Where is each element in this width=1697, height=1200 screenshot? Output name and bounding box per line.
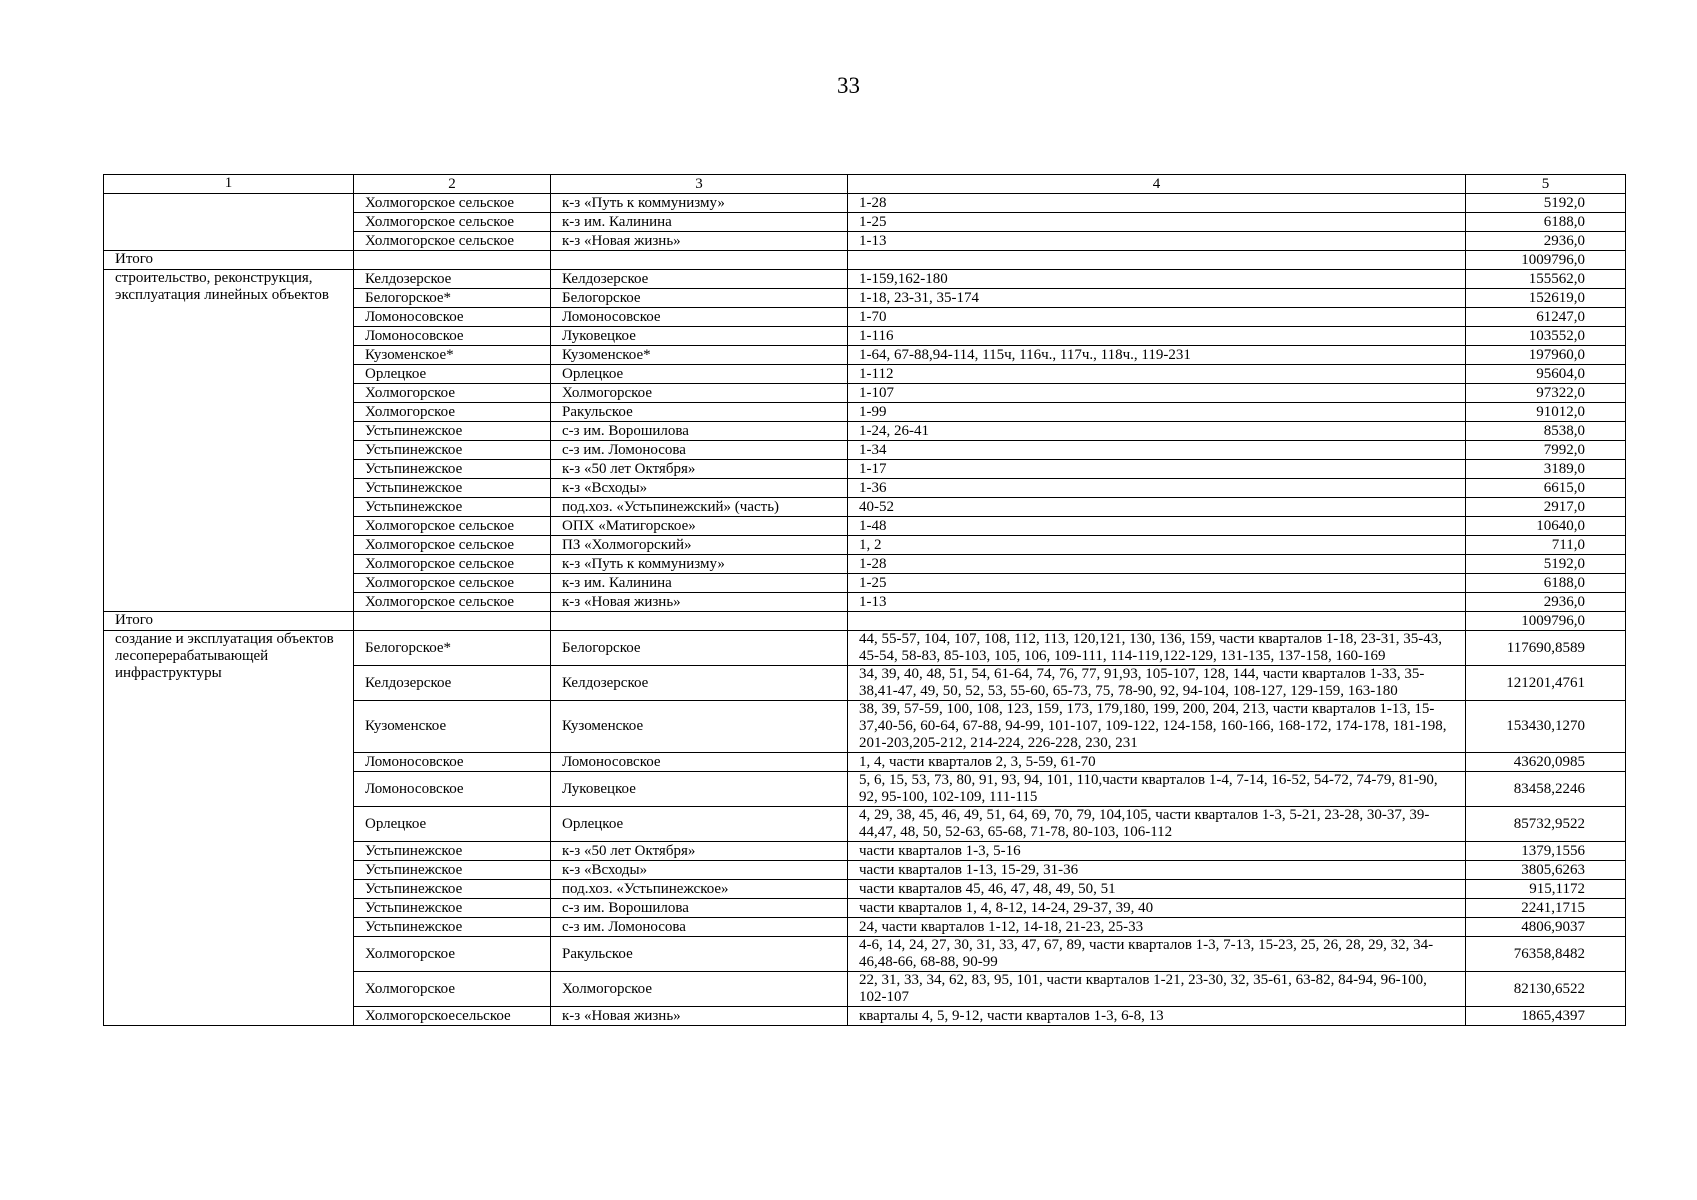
table-cell-col5: 711,0 bbox=[1466, 536, 1626, 555]
table-cell-col2: Холмогорское bbox=[354, 972, 551, 1007]
table-cell-col5: 103552,0 bbox=[1466, 327, 1626, 346]
table-cell-col5: 3805,6263 bbox=[1466, 861, 1626, 880]
table-cell-col4: части кварталов 1-13, 15-29, 31-36 bbox=[848, 861, 1466, 880]
table-cell-col4: 1-34 bbox=[848, 441, 1466, 460]
table-cell-col2: Холмогорское сельское bbox=[354, 555, 551, 574]
table-cell-col3: Кузоменское bbox=[551, 701, 848, 753]
table-cell-col4 bbox=[848, 612, 1466, 631]
table-cell-col4: 1-25 bbox=[848, 213, 1466, 232]
table-cell-col3: с-з им. Ломоносова bbox=[551, 918, 848, 937]
table-cell-col3: к-з «Путь к коммунизму» bbox=[551, 555, 848, 574]
table-cell-col2: Устьпинежское bbox=[354, 422, 551, 441]
table-cell-col4: 1-17 bbox=[848, 460, 1466, 479]
table-cell-col5: 97322,0 bbox=[1466, 384, 1626, 403]
table-cell-col3: с-з им. Ворошилова bbox=[551, 899, 848, 918]
table-cell-col4: 4, 29, 38, 45, 46, 49, 51, 64, 69, 70, 79, 104,105, части кварталов 1-3, 5-21, 23-28, 30-37, 39-44,47, 48, 50, 52-63, 65-68, 71-78, 80-103, 106-112 bbox=[848, 807, 1466, 842]
table-cell-col3: к-з «50 лет Октября» bbox=[551, 842, 848, 861]
table-cell-col4: 1-64, 67-88,94-114, 115ч, 116ч., 117ч., 118ч., 119-231 bbox=[848, 346, 1466, 365]
table-cell-col4: 1-99 bbox=[848, 403, 1466, 422]
table-cell-col4: части кварталов 45, 46, 47, 48, 49, 50, 51 bbox=[848, 880, 1466, 899]
table-cell-col5: 2936,0 bbox=[1466, 232, 1626, 251]
table-cell-col1: Итого bbox=[104, 612, 354, 631]
table-cell-col4: 1-112 bbox=[848, 365, 1466, 384]
table-cell-col2: Устьпинежское bbox=[354, 899, 551, 918]
table-cell-col4: кварталы 4, 5, 9-12, части кварталов 1-3, 6-8, 13 bbox=[848, 1007, 1466, 1026]
table-cell-col3: под.хоз. «Устьпинежское» bbox=[551, 880, 848, 899]
table-cell-col2 bbox=[354, 251, 551, 270]
table-cell-col3: Луковецкое bbox=[551, 772, 848, 807]
table-cell-col3: ПЗ «Холмогорский» bbox=[551, 536, 848, 555]
column-header: 5 bbox=[1466, 175, 1626, 194]
table-cell-col2: Ломоносовское bbox=[354, 327, 551, 346]
table-cell-col5: 6615,0 bbox=[1466, 479, 1626, 498]
table-cell-col5: 83458,2246 bbox=[1466, 772, 1626, 807]
table-cell-col3: под.хоз. «Устьпинежский» (часть) bbox=[551, 498, 848, 517]
table-cell-col3: Ракульское bbox=[551, 403, 848, 422]
table-cell-col2: Ломоносовское bbox=[354, 308, 551, 327]
table-row bbox=[104, 251, 1626, 270]
table-cell-col3: Орлецкое bbox=[551, 807, 848, 842]
table-cell-col5: 6188,0 bbox=[1466, 213, 1626, 232]
table-cell-col3: с-з им. Ломоносова bbox=[551, 441, 848, 460]
table-cell-col3: ОПХ «Матигорское» bbox=[551, 517, 848, 536]
table-cell-col3: Орлецкое bbox=[551, 365, 848, 384]
table-cell-col2: Устьпинежское bbox=[354, 861, 551, 880]
table-cell-col2: Белогорское* bbox=[354, 631, 551, 666]
table-cell-col2: Холмогорское bbox=[354, 937, 551, 972]
table-cell-col4: 1-107 bbox=[848, 384, 1466, 403]
table-cell-col4: части кварталов 1, 4, 8-12, 14-24, 29-37, 39, 40 bbox=[848, 899, 1466, 918]
table-cell-col4: 1-70 bbox=[848, 308, 1466, 327]
table-cell-col5: 915,1172 bbox=[1466, 880, 1626, 899]
table-cell-col5: 2241,1715 bbox=[1466, 899, 1626, 918]
table-cell-col2: Устьпинежское bbox=[354, 880, 551, 899]
table-cell-col5: 5192,0 bbox=[1466, 555, 1626, 574]
table-cell-col4: 1-25 bbox=[848, 574, 1466, 593]
column-header: 1 bbox=[104, 175, 354, 194]
table-cell-col3: Келдозерское bbox=[551, 270, 848, 289]
table-cell-col2: Ломоносовское bbox=[354, 753, 551, 772]
table-cell-col1: Итого bbox=[104, 251, 354, 270]
table-cell-col5: 117690,8589 bbox=[1466, 631, 1626, 666]
table-cell-col3: к-з им. Калинина bbox=[551, 574, 848, 593]
table-cell-col2: Холмогорское сельское bbox=[354, 194, 551, 213]
table-cell-col5: 6188,0 bbox=[1466, 574, 1626, 593]
table-cell-col4: 1, 4, части кварталов 2, 3, 5-59, 61-70 bbox=[848, 753, 1466, 772]
table-cell-col3: Луковецкое bbox=[551, 327, 848, 346]
table-row bbox=[104, 631, 1626, 666]
table-cell-col3: к-з «Всходы» bbox=[551, 861, 848, 880]
table-cell-col4: 34, 39, 40, 48, 51, 54, 61-64, 74, 76, 77, 91,93, 105-107, 128, 144, части кварталов 1-33, 35-38,41-47, 49, 50, 52, 53, 55-60, 65-73, 75, 78-90, 92, 94-104, 108-127, 129-159, 163-180 bbox=[848, 666, 1466, 701]
table-cell-col4: 38, 39, 57-59, 100, 108, 123, 159, 173, 179,180, 199, 200, 204, 213, части кварталов 1-13, 15-37,40-56, 60-64, 67-88, 94-99, 101-107, 109-122, 124-158, 160-166, 168-172, 174-178, 181-198, 201-203,205-212, 214-224, 226-228, 230, 231 bbox=[848, 701, 1466, 753]
table-cell-col3: к-з им. Калинина bbox=[551, 213, 848, 232]
table-cell-col2: Холмогорское сельское bbox=[354, 213, 551, 232]
table-cell-col2: Устьпинежское bbox=[354, 842, 551, 861]
table-cell-col2: Кузоменское* bbox=[354, 346, 551, 365]
table-row bbox=[104, 612, 1626, 631]
table-cell-col4: 5, 6, 15, 53, 73, 80, 91, 93, 94, 101, 110,части кварталов 1-4, 7-14, 16-52, 54-72, 74-79, 81-90, 92, 95-100, 102-109, 111-115 bbox=[848, 772, 1466, 807]
table-row bbox=[104, 194, 1626, 213]
table-cell-col1: создание и эксплуатация объектов лесоперерабатывающей инфраструктуры bbox=[104, 631, 354, 1026]
table-cell-col5: 2936,0 bbox=[1466, 593, 1626, 612]
table-cell-col3 bbox=[551, 251, 848, 270]
table-cell-col5: 1009796,0 bbox=[1466, 251, 1626, 270]
table-cell-col3: Келдозерское bbox=[551, 666, 848, 701]
table-cell-col5: 121201,4761 bbox=[1466, 666, 1626, 701]
table-cell-col5: 85732,9522 bbox=[1466, 807, 1626, 842]
table-cell-col3: Холмогорское bbox=[551, 972, 848, 1007]
table-cell-col2: Холмогорское сельское bbox=[354, 517, 551, 536]
table-cell-col3: Ракульское bbox=[551, 937, 848, 972]
table-cell-col2: Орлецкое bbox=[354, 365, 551, 384]
table-cell-col2: Холмогорскоесельское bbox=[354, 1007, 551, 1026]
table-cell-col3: к-з «Новая жизнь» bbox=[551, 1007, 848, 1026]
table-cell-col2: Устьпинежское bbox=[354, 498, 551, 517]
data-table bbox=[103, 174, 1626, 1026]
table-cell-col2: Устьпинежское bbox=[354, 479, 551, 498]
table-cell-col3: Белогорское bbox=[551, 289, 848, 308]
table-cell-col3: Ломоносовское bbox=[551, 308, 848, 327]
table-cell-col3: Белогорское bbox=[551, 631, 848, 666]
table-cell-col2: Холмогорское сельское bbox=[354, 593, 551, 612]
table-cell-col4: 1-13 bbox=[848, 232, 1466, 251]
table-cell-col1: строительство, реконструкция, эксплуатация линейных объектов bbox=[104, 270, 354, 612]
table-cell-col4: 4-6, 14, 24, 27, 30, 31, 33, 47, 67, 89, части кварталов 1-3, 7-13, 15-23, 25, 26, 28, 29, 32, 34-46,48-66, 68-88, 90-99 bbox=[848, 937, 1466, 972]
table-cell-col2: Холмогорское сельское bbox=[354, 232, 551, 251]
table-cell-col5: 82130,6522 bbox=[1466, 972, 1626, 1007]
table-cell-col2: Ломоносовское bbox=[354, 772, 551, 807]
table-cell-col5: 43620,0985 bbox=[1466, 753, 1626, 772]
column-header: 4 bbox=[848, 175, 1466, 194]
table-cell-col5: 76358,8482 bbox=[1466, 937, 1626, 972]
table-cell-col4: 1-36 bbox=[848, 479, 1466, 498]
table-cell-col2: Кузоменское bbox=[354, 701, 551, 753]
table-cell-col2: Келдозерское bbox=[354, 270, 551, 289]
table-cell-col2: Холмогорское bbox=[354, 384, 551, 403]
table-cell-col5: 7992,0 bbox=[1466, 441, 1626, 460]
table-cell-col3: Ломоносовское bbox=[551, 753, 848, 772]
table-cell-col5: 1379,1556 bbox=[1466, 842, 1626, 861]
table-cell-col4: 44, 55-57, 104, 107, 108, 112, 113, 120,121, 130, 136, 159, части кварталов 1-18, 23-31, 35-43, 45-54, 58-83, 85-103, 105, 106, 109-111, 114-119,122-129, 131-135, 137-158, 160-169 bbox=[848, 631, 1466, 666]
table-cell-col5: 95604,0 bbox=[1466, 365, 1626, 384]
table-cell-col1 bbox=[104, 194, 354, 251]
table-cell-col4: 1-24, 26-41 bbox=[848, 422, 1466, 441]
table-cell-col5: 10640,0 bbox=[1466, 517, 1626, 536]
page-number: 33 bbox=[837, 73, 860, 98]
table-cell-col3: к-з «Новая жизнь» bbox=[551, 593, 848, 612]
table-cell-col4: 1-48 bbox=[848, 517, 1466, 536]
table-cell-col2 bbox=[354, 612, 551, 631]
table-cell-col2: Орлецкое bbox=[354, 807, 551, 842]
table-cell-col3: к-з «50 лет Октября» bbox=[551, 460, 848, 479]
table-cell-col5: 152619,0 bbox=[1466, 289, 1626, 308]
table-cell-col5: 8538,0 bbox=[1466, 422, 1626, 441]
table-cell-col5: 153430,1270 bbox=[1466, 701, 1626, 753]
table-cell-col3: Кузоменское* bbox=[551, 346, 848, 365]
table-cell-col5: 2917,0 bbox=[1466, 498, 1626, 517]
table-cell-col3: с-з им. Ворошилова bbox=[551, 422, 848, 441]
column-header: 2 bbox=[354, 175, 551, 194]
table-cell-col2: Белогорское* bbox=[354, 289, 551, 308]
table-cell-col4: 1-159,162-180 bbox=[848, 270, 1466, 289]
table-cell-col2: Келдозерское bbox=[354, 666, 551, 701]
table-cell-col3: Холмогорское bbox=[551, 384, 848, 403]
table-cell-col2: Устьпинежское bbox=[354, 460, 551, 479]
table-row bbox=[104, 270, 1626, 289]
table-cell-col4: 1-28 bbox=[848, 194, 1466, 213]
table-cell-col4: 1, 2 bbox=[848, 536, 1466, 555]
table-cell-col4: 1-116 bbox=[848, 327, 1466, 346]
table-cell-col5: 197960,0 bbox=[1466, 346, 1626, 365]
table-cell-col4: части кварталов 1-3, 5-16 bbox=[848, 842, 1466, 861]
table-cell-col2: Холмогорское сельское bbox=[354, 536, 551, 555]
table-cell-col3: к-з «Всходы» bbox=[551, 479, 848, 498]
table-cell-col4 bbox=[848, 251, 1466, 270]
table-cell-col5: 1865,4397 bbox=[1466, 1007, 1626, 1026]
table-cell-col3: к-з «Путь к коммунизму» bbox=[551, 194, 848, 213]
column-header: 3 bbox=[551, 175, 848, 194]
table-cell-col5: 61247,0 bbox=[1466, 308, 1626, 327]
table-cell-col5: 155562,0 bbox=[1466, 270, 1626, 289]
table-cell-col5: 1009796,0 bbox=[1466, 612, 1626, 631]
table-cell-col5: 4806,9037 bbox=[1466, 918, 1626, 937]
table-cell-col4: 1-18, 23-31, 35-174 bbox=[848, 289, 1466, 308]
table-cell-col4: 22, 31, 33, 34, 62, 83, 95, 101, части кварталов 1-21, 23-30, 32, 35-61, 63-82, 84-94, 96-100, 102-107 bbox=[848, 972, 1466, 1007]
table-cell-col2: Устьпинежское bbox=[354, 441, 551, 460]
table-cell-col4: 24, части кварталов 1-12, 14-18, 21-23, 25-33 bbox=[848, 918, 1466, 937]
table-cell-col3 bbox=[551, 612, 848, 631]
table-header-row bbox=[104, 175, 1626, 194]
table-cell-col4: 1-13 bbox=[848, 593, 1466, 612]
table-cell-col5: 91012,0 bbox=[1466, 403, 1626, 422]
table-cell-col2: Устьпинежское bbox=[354, 918, 551, 937]
table-cell-col5: 3189,0 bbox=[1466, 460, 1626, 479]
table-cell-col2: Холмогорское сельское bbox=[354, 574, 551, 593]
table-cell-col4: 40-52 bbox=[848, 498, 1466, 517]
table-cell-col4: 1-28 bbox=[848, 555, 1466, 574]
table-body bbox=[104, 194, 1626, 1026]
table-cell-col5: 5192,0 bbox=[1466, 194, 1626, 213]
table-cell-col2: Холмогорское bbox=[354, 403, 551, 422]
table-cell-col3: к-з «Новая жизнь» bbox=[551, 232, 848, 251]
